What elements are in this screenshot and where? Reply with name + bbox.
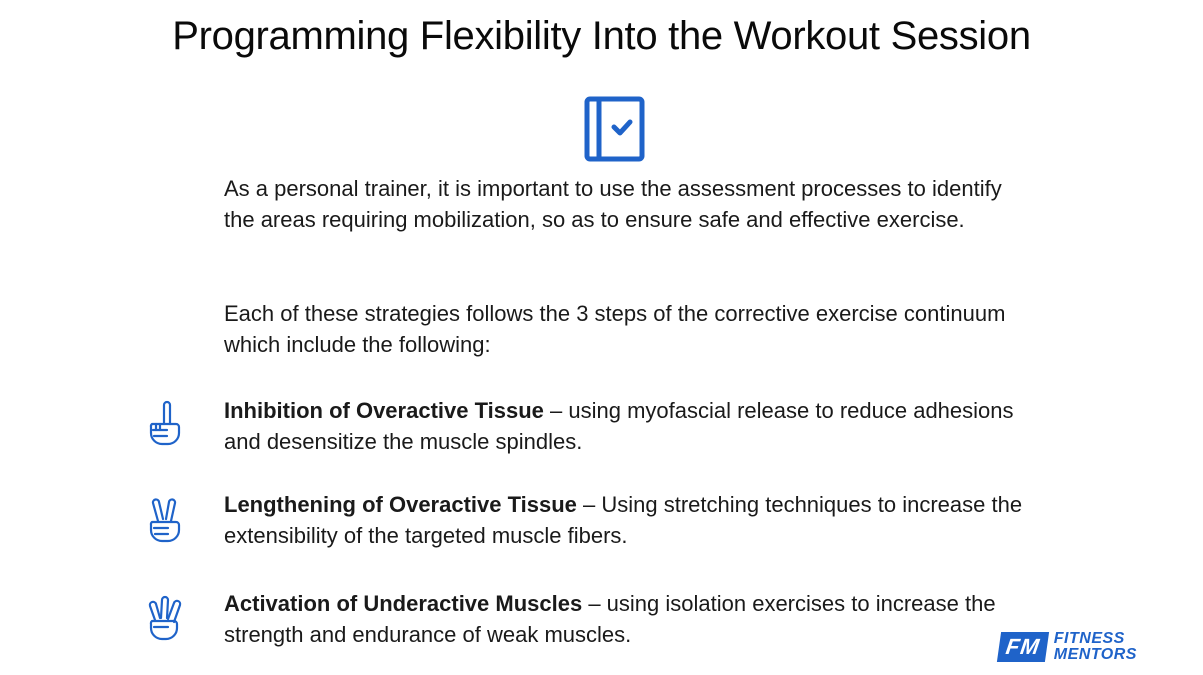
logo-line2: MENTORS	[1053, 646, 1137, 663]
step-text: – Using stretching techniques to increase the extensibility of the targeted muscle fibers.	[224, 492, 1023, 548]
intro-paragraph: As a personal trainer, it is important to use the assessment processes to identify the areas requiring mobilization, so as to ensure safe and effective exercise.	[224, 176, 1002, 232]
step-heading: Activation of Underactive Muscles	[224, 591, 583, 616]
three-finger-hand-icon	[144, 595, 184, 641]
logo-wordmark	[1054, 631, 1137, 663]
step-text: – using isolation exercises to increase the strength and endurance of weak muscles.	[224, 591, 996, 647]
logo-line1: FITNESS	[1053, 630, 1125, 647]
step-heading: Lengthening of Overactive Tissue	[224, 492, 577, 517]
one-finger-hand-icon	[144, 400, 184, 446]
step-lengthening	[224, 489, 1024, 551]
step-inhibition	[224, 395, 1024, 457]
two-finger-hand-icon	[144, 497, 184, 543]
step-text: – using myofascial release to reduce adhesions and desensitize the muscle spindles.	[224, 398, 1014, 454]
step-activation	[224, 588, 1024, 650]
logo-badge: FM	[997, 632, 1049, 662]
page-title: Programming Flexibility Into the Workout Session	[172, 14, 1031, 58]
step-heading: Inhibition of Overactive Tissue	[224, 398, 544, 423]
fitness-mentors-logo	[999, 630, 1137, 664]
strategy-paragraph: Each of these strategies follows the 3 steps of the corrective exercise continuum which include the following:	[224, 301, 1006, 357]
book-check-icon	[584, 96, 646, 162]
